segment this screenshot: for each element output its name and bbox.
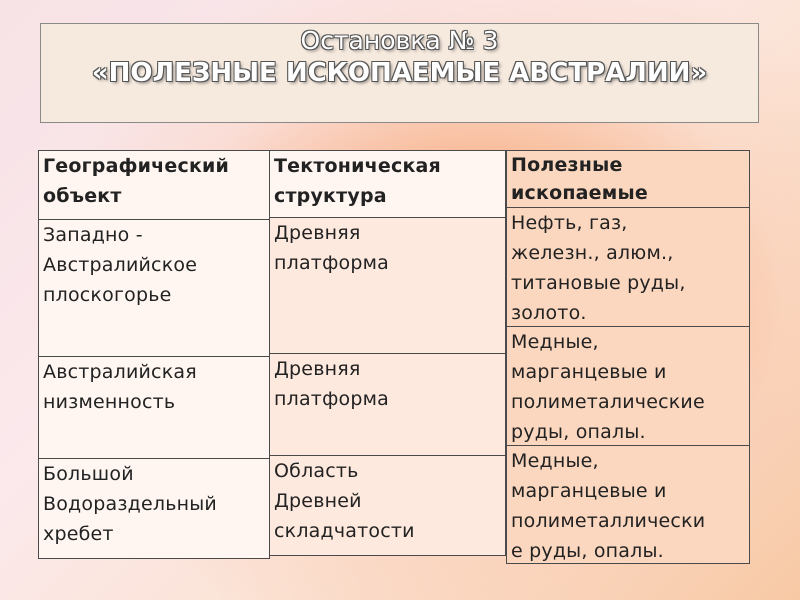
cell-line: Австралийское [43,254,198,276]
cell-line: Древняя [274,222,361,244]
topic-title: «ПОЛЕЗНЫЕ ИСКОПАЕМЫЕ АВСТРАЛИИ» [91,58,708,88]
cell-line: хребет [43,523,114,545]
cell-tectonic-2 [269,353,506,456]
cell-minerals-1 [506,207,750,327]
header-line: структура [274,185,387,207]
header-geographic-object [38,150,270,220]
cell-line: полиметалические [511,391,705,413]
cell-tectonic-1 [269,217,506,354]
cell-line: платформа [274,252,389,274]
header-line: объект [43,185,122,207]
stop-title: Остановка № 3 [300,26,499,55]
cell-line: платформа [274,388,389,410]
cell-line: Древняя [274,358,361,380]
cell-line: Западно - [43,224,143,246]
cell-line: марганцевые и [511,480,667,502]
cell-line: складчатости [274,520,415,542]
cell-line: Большой [43,463,134,485]
cell-line: титановые руды, [511,272,686,294]
cell-line: плоскогорье [43,284,172,306]
cell-line: Медные, [511,331,599,353]
cell-line: железн., алюм., [511,242,674,264]
cell-line: полиметаллически [511,510,706,532]
cell-line: марганцевые и [511,361,667,383]
header-tectonic-structure [269,150,506,218]
cell-line: е руды, опалы. [511,540,664,562]
cell-line: руды, опалы. [511,421,646,443]
cell-geo-object-1 [38,219,270,357]
cell-line: Область [274,460,359,482]
header-line: Географический [43,155,230,177]
cell-line: низменность [43,391,176,413]
cell-line: Нефть, газ, [511,212,628,234]
cell-line: Медные, [511,450,599,472]
cell-minerals-3 [506,445,750,564]
cell-geo-object-2 [38,356,270,459]
cell-line: золото. [511,302,587,324]
cell-tectonic-3 [269,455,506,556]
header-line: ископаемые [511,182,648,204]
cell-line: Древней [274,490,362,512]
header-mineral-resources [506,150,750,208]
header-line: Полезные [511,154,623,176]
cell-line: Австралийская [43,361,197,383]
cell-minerals-2 [506,326,750,446]
header-line: Тектоническая [274,155,441,177]
cell-geo-object-3 [38,458,270,559]
cell-line: Водораздельный [43,493,217,515]
title-banner [40,23,759,123]
